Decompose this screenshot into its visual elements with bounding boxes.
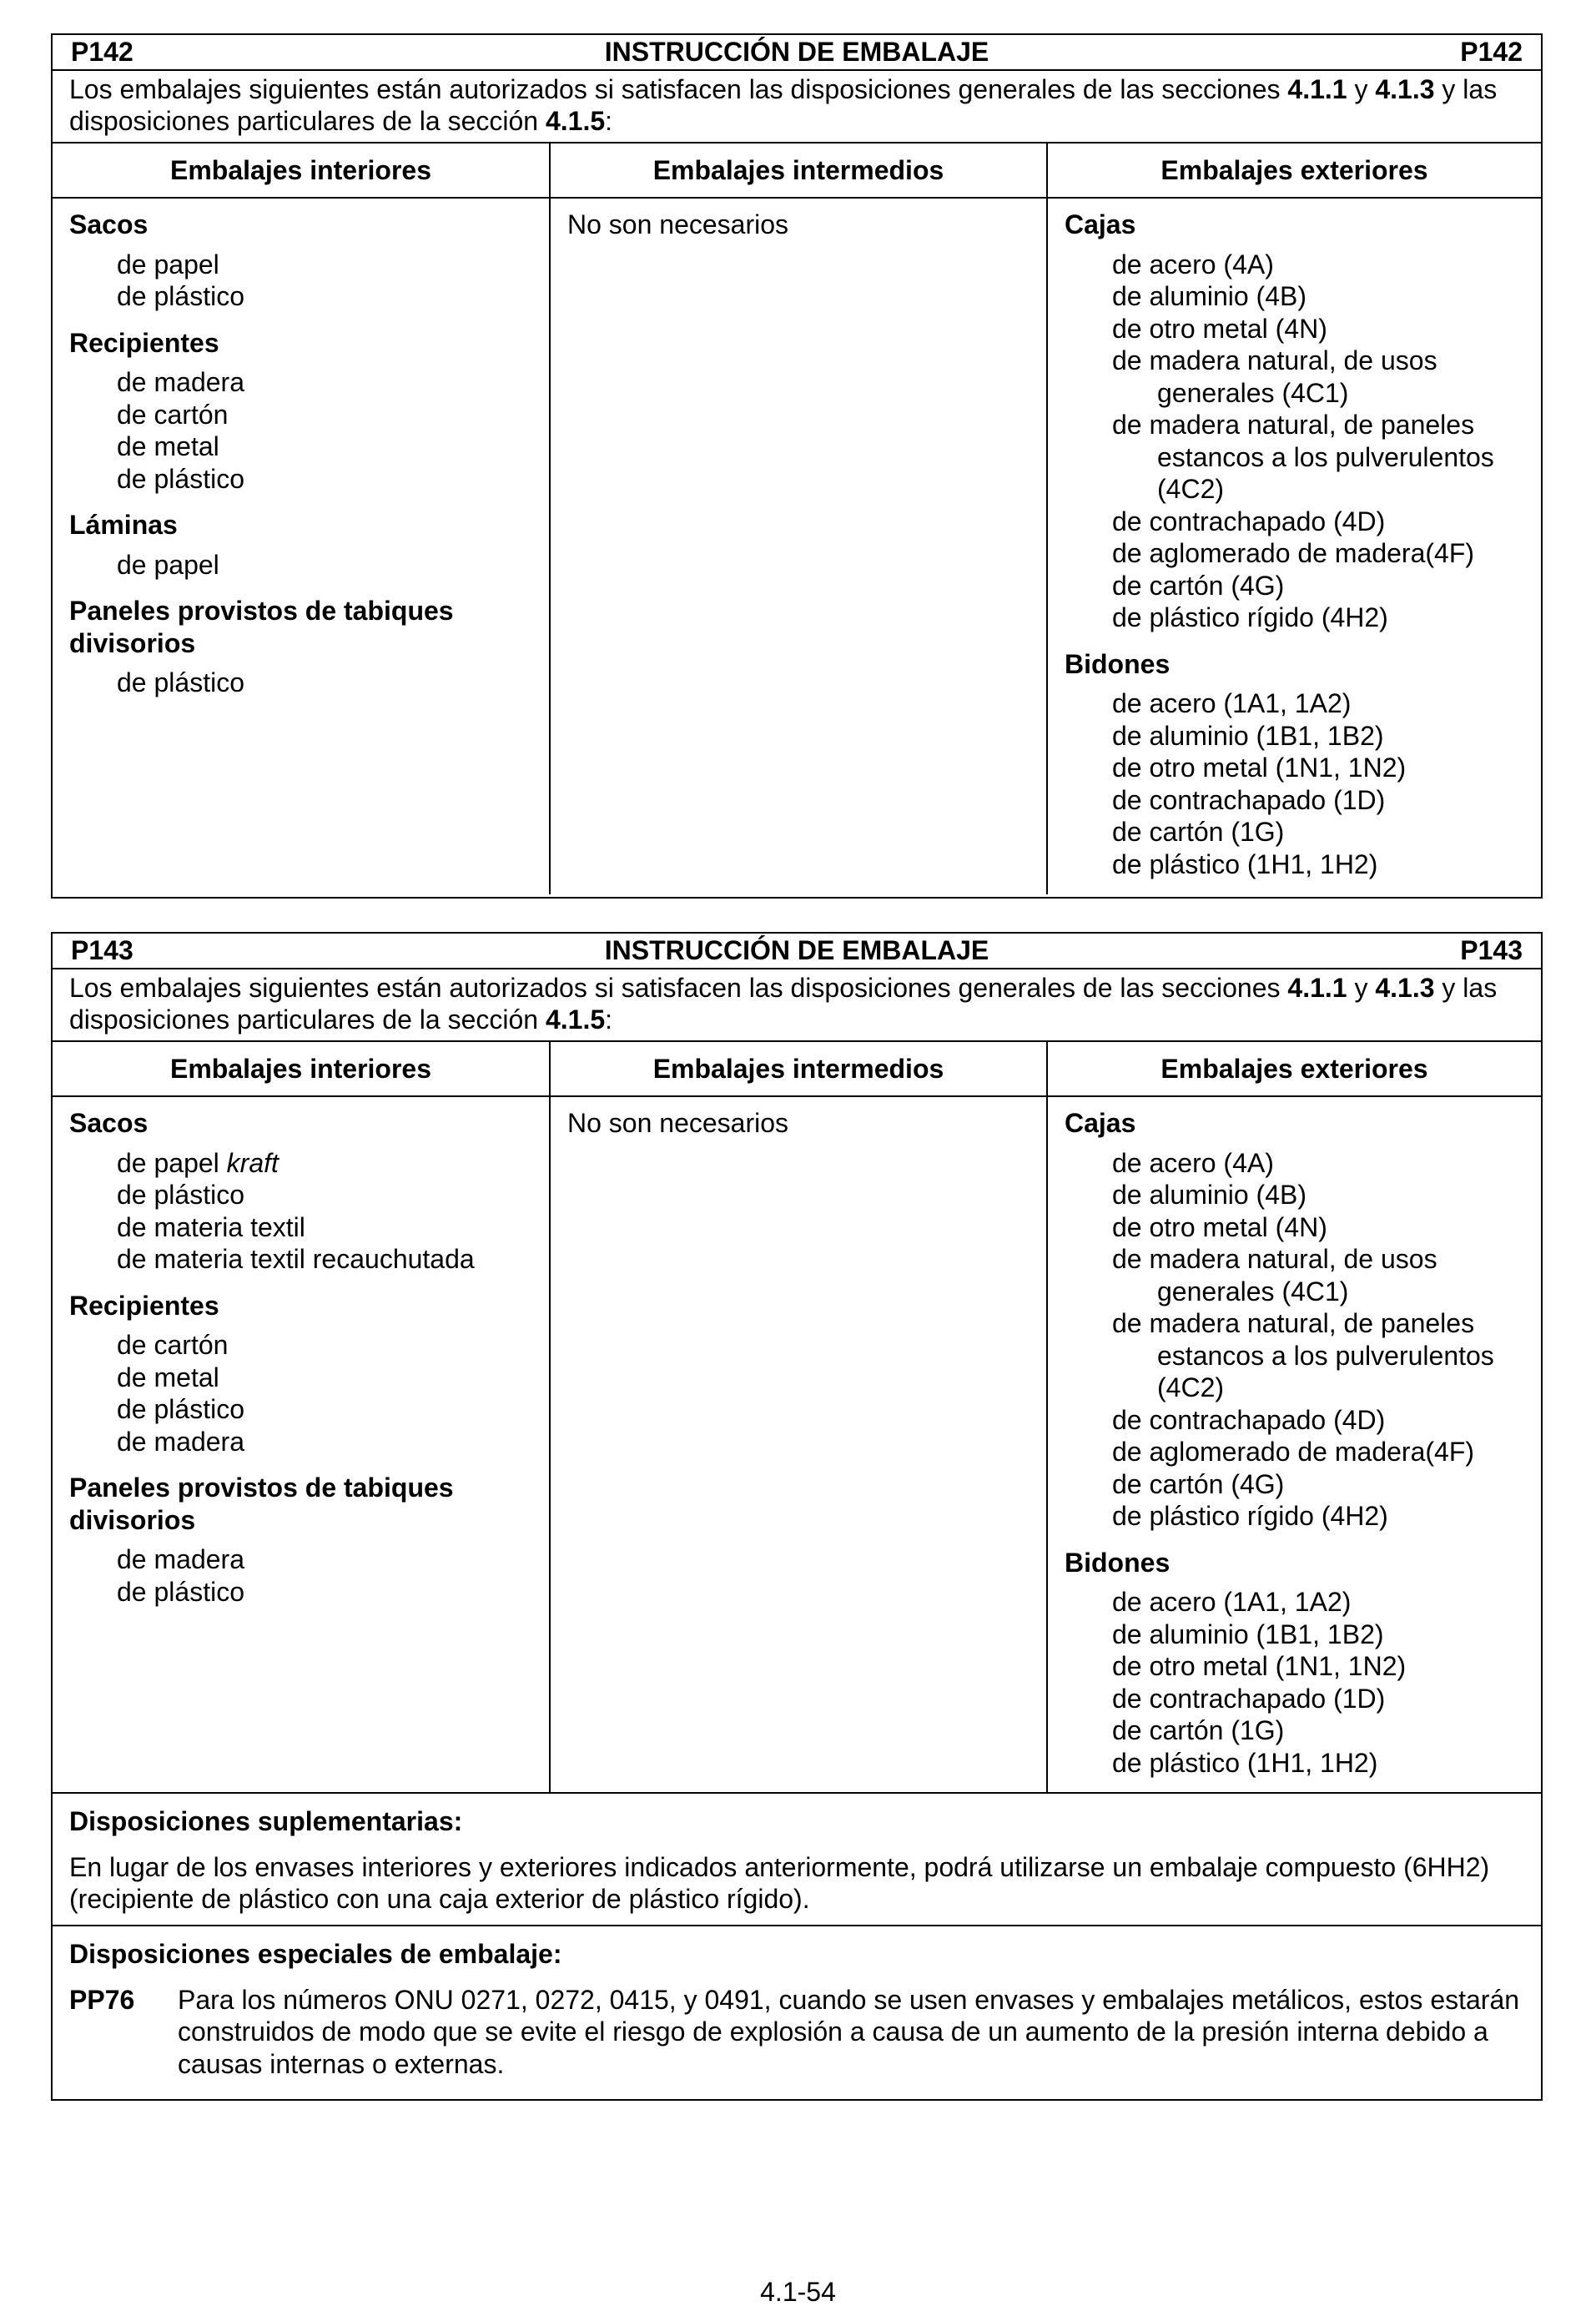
intermediate-text: No son necesarios	[567, 209, 789, 239]
packaging-item: de madera	[117, 1544, 244, 1574]
packaging-group-title: Paneles provistos de tabiques divisorios	[69, 1473, 454, 1535]
packaging-item-text: de aglomerado de madera(4F)	[1112, 1437, 1475, 1467]
packaging-item	[1065, 280, 1524, 313]
packaging-group	[1065, 1547, 1524, 1780]
packaging-item: de cartón	[117, 1330, 229, 1360]
packaging-item-continuation: estancos a los pulverulentos	[1157, 441, 1494, 472]
packaging-item-text: de acero (4A)	[1112, 249, 1274, 279]
packaging-item-text: de plástico rígido (4H2)	[1112, 1501, 1388, 1531]
column-header-outer: Embalajes exteriores	[1046, 1042, 1541, 1097]
packaging-item-text: de aluminio (4B)	[1112, 281, 1307, 311]
packing-instruction-p142	[51, 33, 1543, 899]
packaging-group	[69, 1290, 532, 1458]
packaging-item-text: de contrachapado (1D)	[1112, 1683, 1386, 1714]
outer-packagings-cell	[1046, 1097, 1541, 1792]
packaging-group-title: Bidones	[1065, 648, 1171, 679]
special-provision-code: PP76	[69, 1984, 135, 2015]
packaging-item	[1065, 784, 1524, 817]
special-packing-provisions	[53, 1925, 1541, 2088]
packaging-item: de madera	[117, 367, 244, 397]
packaging-table	[53, 143, 1541, 894]
packaging-item	[1065, 1619, 1524, 1651]
packaging-item: de plástico	[117, 463, 244, 494]
packaging-item	[1065, 537, 1524, 570]
supplementary-provisions-title: Disposiciones suplementarias:	[69, 1806, 463, 1836]
packaging-item-text: de aglomerado de madera(4F)	[1112, 538, 1475, 568]
outer-packagings-cell	[1046, 199, 1541, 894]
packaging-item-text: de plástico (1H1, 1H2)	[1112, 848, 1378, 879]
packaging-item-list	[69, 659, 532, 699]
packaging-item	[1065, 1586, 1524, 1619]
packaging-item	[1065, 1404, 1524, 1437]
packaging-item	[1065, 1747, 1524, 1780]
packaging-item	[1065, 570, 1524, 602]
packaging-item-text: de otro metal (1N1, 1N2)	[1112, 1651, 1407, 1681]
packaging-group-title: Recipientes	[69, 1290, 219, 1321]
packaging-item-text: de aluminio (1B1, 1B2)	[1112, 1619, 1384, 1649]
packaging-item-continuation: (4C2)	[1157, 474, 1225, 504]
packaging-item: de papel	[117, 249, 219, 279]
packaging-item: de plástico	[117, 667, 244, 697]
packaging-item	[1065, 409, 1524, 506]
packaging-group	[69, 595, 532, 699]
packaging-item-text: de madera natural, de usos	[1112, 345, 1437, 375]
packaging-item-continuation: generales (4C1)	[1157, 1276, 1349, 1307]
packaging-item	[1065, 1211, 1524, 1244]
instruction-title: INSTRUCCIÓN DE EMBALAJE	[604, 37, 989, 68]
packaging-group-title: Recipientes	[69, 327, 219, 358]
packaging-item: de materia textil	[117, 1211, 305, 1242]
packaging-item-list	[69, 1536, 532, 1608]
packaging-item	[1065, 249, 1524, 281]
packaging-item	[1065, 1243, 1524, 1307]
special-provision-text: Para los números ONU 0271, 0272, 0415, y 0491, cuando se usen envases y embalajes metálicos, estos estarán construidos de modo que se evite el riesgo de explosión a causa de un aumento de la presión interna debido a causas internas o externas.	[178, 1984, 1520, 2079]
special-provision-row	[69, 1984, 1524, 2081]
packaging-item: de papel kraft	[117, 1147, 279, 1178]
packaging-item-text: de acero (1A1, 1A2)	[1112, 688, 1352, 718]
instruction-header	[53, 934, 1541, 969]
instruction-header	[53, 35, 1541, 71]
supplementary-provisions	[53, 1792, 1541, 1925]
packaging-item-text: de otro metal (1N1, 1N2)	[1112, 753, 1407, 783]
packaging-group-title: Cajas	[1065, 1108, 1136, 1138]
instruction-intro: Los embalajes siguientes están autorizados si satisfacen las disposiciones generales de las secciones 4.1.1 y 4.1.3 y las disposiciones particulares de la sección 4.1.5:	[53, 71, 1541, 143]
packaging-item	[1065, 1650, 1524, 1683]
instruction-code-right: P142	[1460, 37, 1523, 68]
packaging-item-text: de contrachapado (1D)	[1112, 784, 1386, 815]
packaging-group-title: Cajas	[1065, 209, 1136, 239]
packaging-item	[1065, 752, 1524, 784]
packaging-group-title: Paneles provistos de tabiques divisorios	[69, 596, 454, 658]
packaging-item	[1065, 816, 1524, 848]
packaging-item-text: de contrachapado (4D)	[1112, 1404, 1386, 1435]
packaging-group-title: Sacos	[69, 1108, 149, 1138]
packaging-item-text: de cartón (1G)	[1112, 1715, 1285, 1745]
packaging-item-continuation: (4C2)	[1157, 1372, 1225, 1402]
packaging-item: de madera	[117, 1426, 244, 1457]
packaging-item-list	[69, 1140, 532, 1276]
packaging-item: de plástico	[117, 1180, 244, 1210]
packaging-item-list	[69, 541, 532, 582]
packaging-group	[69, 209, 532, 313]
packaging-item	[1065, 1436, 1524, 1468]
packaging-item	[1065, 687, 1524, 720]
column-header-inner: Embalajes interiores	[53, 1042, 549, 1097]
column-header-inner: Embalajes interiores	[53, 143, 549, 199]
packaging-item-list	[69, 359, 532, 495]
packaging-item: de plástico	[117, 1394, 244, 1424]
packaging-group-title: Bidones	[1065, 1547, 1171, 1578]
packaging-group	[69, 327, 532, 496]
packaging-item	[1065, 1179, 1524, 1211]
instruction-code-left: P142	[71, 37, 133, 68]
packaging-item: de metal	[117, 431, 219, 461]
special-packing-provisions-title: Disposiciones especiales de embalaje:	[69, 1939, 562, 1969]
packaging-item-list	[1065, 1578, 1524, 1779]
packaging-item-text: de otro metal (4N)	[1112, 313, 1327, 344]
packaging-item: de metal	[117, 1362, 219, 1392]
packing-instruction-p143	[51, 932, 1543, 2101]
packaging-item	[1065, 602, 1524, 634]
intermediate-packagings-cell	[549, 1097, 1046, 1792]
packaging-item-continuation: generales (4C1)	[1157, 377, 1349, 408]
packaging-item-text: de madera natural, de usos	[1112, 1244, 1437, 1274]
packaging-item-list	[69, 1322, 532, 1458]
packaging-item-text: de acero (4A)	[1112, 1147, 1274, 1178]
packaging-item: de cartón	[117, 399, 229, 430]
packaging-item	[1065, 1500, 1524, 1533]
instruction-title: INSTRUCCIÓN DE EMBALAJE	[604, 935, 989, 966]
packaging-group-title: Láminas	[69, 510, 178, 540]
packaging-item-text: de madera natural, de paneles	[1112, 1308, 1475, 1338]
packaging-table	[53, 1042, 1541, 1792]
packaging-item-text: de aluminio (4B)	[1112, 1180, 1307, 1210]
packaging-item: de materia textil recauchutada	[117, 1244, 475, 1274]
packaging-item-text: de plástico rígido (4H2)	[1112, 602, 1388, 632]
packaging-item-text: de otro metal (4N)	[1112, 1211, 1327, 1242]
packaging-item-list	[69, 241, 532, 313]
packaging-item-text: de cartón (1G)	[1112, 817, 1285, 847]
packaging-item	[1065, 1468, 1524, 1501]
packaging-item-text: de madera natural, de paneles	[1112, 410, 1475, 440]
packaging-item	[1065, 313, 1524, 345]
inner-packagings-cell	[53, 199, 549, 894]
column-header-intermediate: Embalajes intermedios	[549, 1042, 1046, 1097]
packaging-item	[1065, 848, 1524, 881]
packaging-item-text: de aluminio (1B1, 1B2)	[1112, 720, 1384, 751]
column-header-intermediate: Embalajes intermedios	[549, 143, 1046, 199]
page-number: 4.1-54	[760, 2277, 836, 2307]
packaging-item	[1065, 1307, 1524, 1404]
instruction-code-right: P143	[1460, 935, 1523, 966]
packaging-item	[1065, 1714, 1524, 1747]
packaging-item: de plástico	[117, 281, 244, 311]
instruction-code-left: P143	[71, 935, 133, 966]
packaging-item-text: de acero (1A1, 1A2)	[1112, 1587, 1352, 1617]
supplementary-provisions-text: En lugar de los envases interiores y exteriores indicados anteriormente, podrá utilizarse un embalaje compuesto (6HH2) (recipiente de plástico con una caja exterior de plástico rígido).	[69, 1851, 1490, 1914]
packaging-item	[1065, 345, 1524, 409]
packaging-item: de papel	[117, 549, 219, 580]
packaging-item	[1065, 1147, 1524, 1180]
inner-packagings-cell	[53, 1097, 549, 1792]
intermediate-text: No son necesarios	[567, 1108, 789, 1138]
packaging-group	[69, 1107, 532, 1276]
packaging-item-text: de cartón (4G)	[1112, 1468, 1285, 1499]
packaging-item-continuation: estancos a los pulverulentos	[1157, 1340, 1494, 1371]
packaging-group	[69, 509, 532, 581]
packaging-group-title: Sacos	[69, 209, 149, 239]
packaging-group	[1065, 1107, 1524, 1533]
packaging-group	[1065, 648, 1524, 881]
packaging-item-list	[1065, 680, 1524, 880]
intermediate-packagings-cell	[549, 199, 1046, 894]
packaging-item	[1065, 720, 1524, 753]
packaging-group	[1065, 209, 1524, 634]
packaging-item-list	[1065, 241, 1524, 634]
column-header-outer: Embalajes exteriores	[1046, 143, 1541, 199]
instruction-intro: Los embalajes siguientes están autorizados si satisfacen las disposiciones generales de las secciones 4.1.1 y 4.1.3 y las disposiciones particulares de la sección 4.1.5:	[53, 969, 1541, 1042]
packaging-item	[1065, 1683, 1524, 1715]
packaging-item-text: de plástico (1H1, 1H2)	[1112, 1747, 1378, 1778]
packaging-item-text: de cartón (4G)	[1112, 570, 1285, 601]
packaging-group	[69, 1472, 532, 1608]
packaging-item	[1065, 506, 1524, 538]
packaging-item: de plástico	[117, 1576, 244, 1607]
packaging-item-list	[1065, 1140, 1524, 1533]
packaging-item-text: de contrachapado (4D)	[1112, 506, 1386, 536]
